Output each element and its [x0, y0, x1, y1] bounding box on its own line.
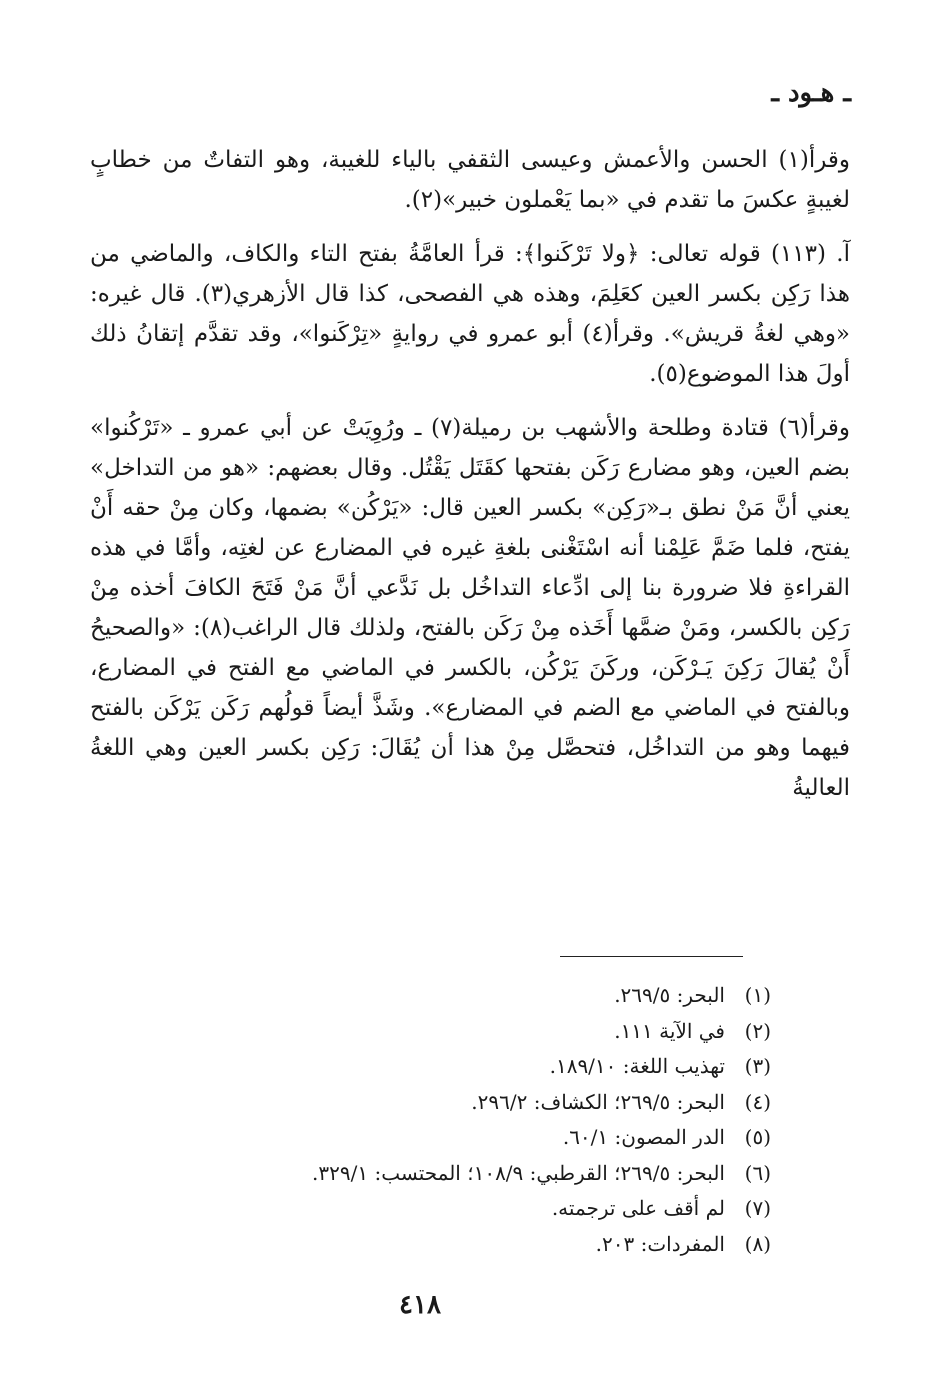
paragraph-2: آ. (١١٣) قوله تعالى: ﴿ولا تَرْكَنوا﴾: قرأ العامَّةُ بفتح التاء والكاف، والماضي من هذا رَكِن بكسر العين كعَلِمَ، وهذه هي الفصحى، كذا قال الأزهري(٣). قال غيره: «وهي لغةُ قريش». وقرأ(٤) أبو عمرو في روايةٍ «تِرْكَنوا»، وقد تقدَّم إتقانُ ذلك أولَ هذا الموضوع(٥). [90, 241, 850, 387]
running-header: ـ هـود ـ [771, 78, 851, 108]
main-text [90, 140, 850, 822]
footnote-item [171, 978, 771, 1014]
footnote-item [171, 1049, 771, 1085]
footnote-number: (٣) [744, 1054, 771, 1078]
footnotes-list [171, 978, 771, 1262]
footnote-number: (٢) [744, 1018, 771, 1043]
footnote-text: لم أقف على ترجمته. [551, 1196, 725, 1220]
footnote-text: الدر المصون: ٦٠/١. [562, 1125, 725, 1149]
footnote-number: (٧) [744, 1196, 771, 1220]
footnote-number: (١) [744, 983, 771, 1007]
footnote-text: المفردات: ٢٠٣. [595, 1231, 725, 1256]
footnote-item [171, 1156, 771, 1192]
paragraph-3: وقرأ(٦) قتادة وطلحة والأشهب بن رميلة(٧) ـ ورُوِيَتْ عن أبي عمرو ـ «تَرْكُنوا» بضم العين، وهو مضارع رَكَن بفتحها كقَتَل يَقْتُل. وقال بعضهم: «هو من التداخل» يعني أنَّ مَنْ نطق بـ«رَكِن» بكسر العين قال: «يَرْكُن» بضمها، وكان مِنْ حقه أَنْ يفتح، فلما ضَمَّ عَلِمْنا أنه اسْتَغْنى بلغةِ غيره في المضارع عن لغتِه، وأمَّا في هذه القراءةِ فلا ضرورة بنا إلى ادِّعاء التداخُل بل نَدَّعي أنَّ مَنْ فَتَحَ الكافَ أخذه مِنْ رَكِن بالكسر، ومَنْ ضمَّها أَخَذه مِنْ رَكَن بالفتح، ولذلك قال الراغب(٨): «والصحيحُ أَنْ يُقالَ رَكِنَ يَـرْكَن، وركَنَ يَرْكُن، بالكسر في الماضي مع الفتح في المضارع، وبالفتح في الماضي مع الضم في المضارع». وشَذَّ أيضاً قولُهم رَكَن يَرْكَن بالفتح فيهما وهو من التداخُل، فتحصَّل مِنْ هذا أن يُقَالَ: رَكِن بكسر العين وهي اللغةُ العاليةُ [90, 415, 850, 801]
footnote-number: (٦) [744, 1160, 771, 1185]
footnote-number: (٤) [744, 1089, 771, 1114]
footnote-number: (٨) [744, 1231, 771, 1256]
footnote-item [171, 1191, 771, 1227]
footnote-item [171, 1227, 771, 1263]
footnote-separator [560, 956, 743, 957]
footnote-text: البحر: ٢٦٩/٥. [614, 983, 725, 1007]
footnote-item [171, 1014, 771, 1050]
footnote-item [171, 1120, 771, 1156]
footnote-text: البحر: ٢٦٩/٥؛ الكشاف: ٢٩٦/٢. [471, 1089, 725, 1114]
paragraph-1: وقرأ(١) الحسن والأعمش وعيسى الثقفي بالياء للغيبة، وهو التفاتٌ من خطابٍ لغيبةٍ عكسَ ما تقدم في «بما يَعْملون خبير»(٢). [90, 147, 850, 213]
footnote-text: تهذيب اللغة: ١٨٩/١٠. [549, 1054, 725, 1078]
footnote-text: في الآية ١١١. [614, 1018, 725, 1043]
footnote-text: البحر: ٢٦٩/٥؛ القرطبي: ١٠٨/٩؛ المحتسب: ٣٢٩/١. [312, 1160, 725, 1185]
page-number: ٤١٨ [399, 1290, 441, 1320]
footnote-item [171, 1085, 771, 1121]
footnote-number: (٥) [744, 1125, 771, 1149]
